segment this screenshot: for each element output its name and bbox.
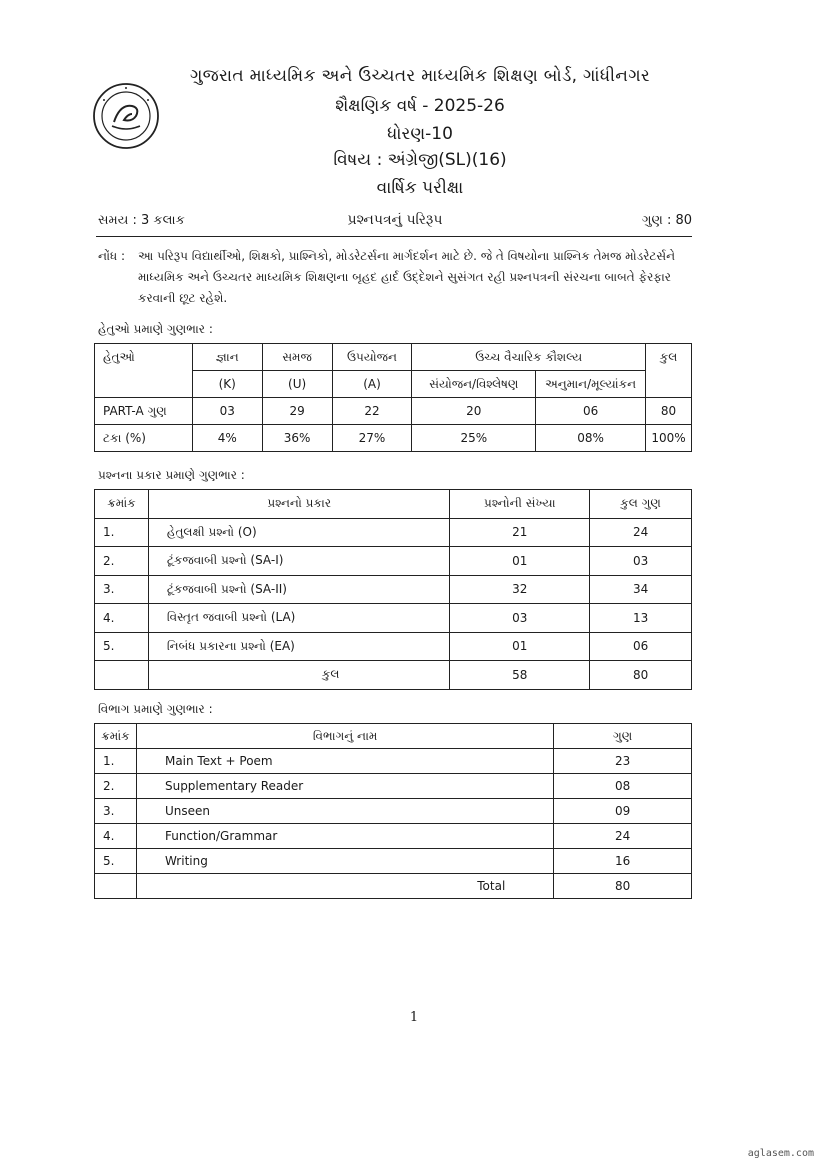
cell-no: 1. [95, 749, 137, 774]
cell-no: 5. [95, 632, 149, 661]
cell-understanding: 36% [262, 425, 332, 452]
total-marks: 80 [590, 661, 692, 690]
header-marks: ગુણ [554, 724, 692, 749]
cell-marks: 34 [590, 575, 692, 604]
cell-type: વિસ્તૃત જવાબી પ્રશ્નો (LA) [148, 604, 450, 633]
cell-count: 01 [450, 632, 590, 661]
header-marks: કુલ ગુણ [590, 490, 692, 519]
header-understanding: સમજ [262, 344, 332, 371]
cell-count: 03 [450, 604, 590, 633]
header-hots: ઉચ્ચ વૈચારિક કૌશલ્ય [412, 344, 646, 371]
sections-table [94, 723, 692, 899]
table-total-row [95, 874, 692, 899]
cell-type: ટૂંકજવાબી પ્રશ્નો (SA-II) [148, 575, 450, 604]
header-divider [96, 236, 692, 237]
table-header-row [95, 344, 692, 371]
cell-marks: 09 [554, 799, 692, 824]
table-row [95, 799, 692, 824]
header-application-code: (A) [332, 371, 412, 398]
cell-no: 2. [95, 774, 137, 799]
row-label: ટકા (%) [95, 425, 193, 452]
cell-marks: 24 [590, 518, 692, 547]
page-number: 1 [409, 1010, 419, 1025]
cell-knowledge: 4% [192, 425, 262, 452]
cell-marks: 24 [554, 824, 692, 849]
watermark: aglasem.com [747, 1148, 814, 1159]
cell-marks: 06 [590, 632, 692, 661]
cell-empty [95, 874, 137, 899]
table-total-row [95, 661, 692, 690]
header-evaluation: અનુમાન/મૂલ્યાંકન [536, 371, 646, 398]
objectives-title: હેતુઓ પ્રમાણે ગુણભાર : [98, 322, 213, 336]
cell-synthesis: 20 [412, 398, 536, 425]
cell-marks: 08 [554, 774, 692, 799]
cell-evaluation: 08% [536, 425, 646, 452]
note-text: આ પરિરૂપ વિદ્યાર્થીઓ, શિક્ષકો, પ્રાશ્નિકો, મોડરેટર્સના માર્ગદર્શન માટે છે. જે તે વિષયોના પ્રાશ્નિક તેમજ મોડરેટર્સને માધ્યમિક અને ઉચ્ચતર માધ્યમિક શિક્ષણના બૃહદ હાર્દ ઉદ્દેશને સુસંગત રહી પ્રશ્નપત્રની સંરચના બાબતે ફેરફાર કરવાની છૂટ રહેશે. [138, 249, 676, 305]
cell-no: 3. [95, 799, 137, 824]
table-row [95, 749, 692, 774]
table-row [95, 547, 692, 576]
header-no: ક્રમાંક [95, 490, 149, 519]
table-header-row [95, 724, 692, 749]
question-types-table [94, 489, 692, 690]
sections-title: વિભાગ પ્રમાણે ગુણભાર : [98, 702, 213, 716]
academic-year: શૈક્ષણિક વર્ષ - 2025-26 [335, 96, 505, 116]
cell-count: 01 [450, 547, 590, 576]
cell-evaluation: 06 [536, 398, 646, 425]
table-row [95, 632, 692, 661]
cell-marks: 16 [554, 849, 692, 874]
cell-application: 22 [332, 398, 412, 425]
header-knowledge-code: (K) [192, 371, 262, 398]
header-understanding-code: (U) [262, 371, 332, 398]
cell-type: હેતુલક્ષી પ્રશ્નો (O) [148, 518, 450, 547]
cell-no: 4. [95, 824, 137, 849]
subject: વિષય : અંગ્રેજી(SL)(16) [333, 150, 507, 170]
total-marks: ગુણ : 80 [641, 213, 692, 228]
header-no: ક્રમાંક [95, 724, 137, 749]
total-count: 58 [450, 661, 590, 690]
cell-no: 4. [95, 604, 149, 633]
note-block [98, 246, 690, 309]
cell-marks: 13 [590, 604, 692, 633]
table-row [95, 849, 692, 874]
cell-name: Unseen [136, 799, 553, 824]
header-synthesis: સંયોજન/વિશ્લેષણ [412, 371, 536, 398]
header-type: પ્રશ્નનો પ્રકાર [148, 490, 450, 519]
cell-no: 5. [95, 849, 137, 874]
cell-type: ટૂંકજવાબી પ્રશ્નો (SA-I) [148, 547, 450, 576]
objectives-table [94, 343, 692, 452]
cell-empty [95, 661, 149, 690]
table-row [95, 518, 692, 547]
board-name: ગુજરાત માધ્યમિક અને ઉચ્ચતર માધ્યમિક શિક્ષણ બોર્ડ, ગાંધીનગર [189, 66, 651, 86]
cell-synthesis: 25% [412, 425, 536, 452]
exam-name: વાર્ષિક પરીક્ષા [376, 178, 464, 198]
table-row [95, 824, 692, 849]
table-row [95, 425, 692, 452]
time-allowed: સમય : 3 કલાક [98, 213, 185, 228]
table-row [95, 774, 692, 799]
cell-marks: 23 [554, 749, 692, 774]
cell-type: નિબંધ પ્રકારના પ્રશ્નો (EA) [148, 632, 450, 661]
question-types-title: પ્રશ્નના પ્રકાર પ્રમાણે ગુણભાર : [98, 468, 245, 482]
cell-knowledge: 03 [192, 398, 262, 425]
cell-count: 21 [450, 518, 590, 547]
cell-total: 80 [645, 398, 691, 425]
paper-title: પ્રશ્નપત્રનું પરિરૂપ [347, 212, 443, 228]
cell-no: 2. [95, 547, 149, 576]
cell-understanding: 29 [262, 398, 332, 425]
total-marks: 80 [554, 874, 692, 899]
header-total: કુલ [645, 344, 691, 398]
table-header-row [95, 490, 692, 519]
note-label: નોંધ : [98, 249, 125, 263]
cell-name: Function/Grammar [136, 824, 553, 849]
table-row [95, 575, 692, 604]
total-label: Total [136, 874, 553, 899]
header-application: ઉપયોજન [332, 344, 412, 371]
header-objectives: હેતુઓ [95, 344, 193, 398]
row-label: PART-A ગુણ [95, 398, 193, 425]
header-name: વિભાગનું નામ [136, 724, 553, 749]
total-label: કુલ [148, 661, 450, 690]
header-knowledge: જ્ઞાન [192, 344, 262, 371]
standard: ધોરણ-10 [387, 124, 453, 144]
table-row [95, 604, 692, 633]
cell-name: Writing [136, 849, 553, 874]
cell-count: 32 [450, 575, 590, 604]
table-row [95, 398, 692, 425]
cell-name: Main Text + Poem [136, 749, 553, 774]
cell-application: 27% [332, 425, 412, 452]
header-count: પ્રશ્નોની સંખ્યા [450, 490, 590, 519]
cell-total: 100% [645, 425, 691, 452]
cell-marks: 03 [590, 547, 692, 576]
cell-name: Supplementary Reader [136, 774, 553, 799]
cell-no: 1. [95, 518, 149, 547]
cell-no: 3. [95, 575, 149, 604]
